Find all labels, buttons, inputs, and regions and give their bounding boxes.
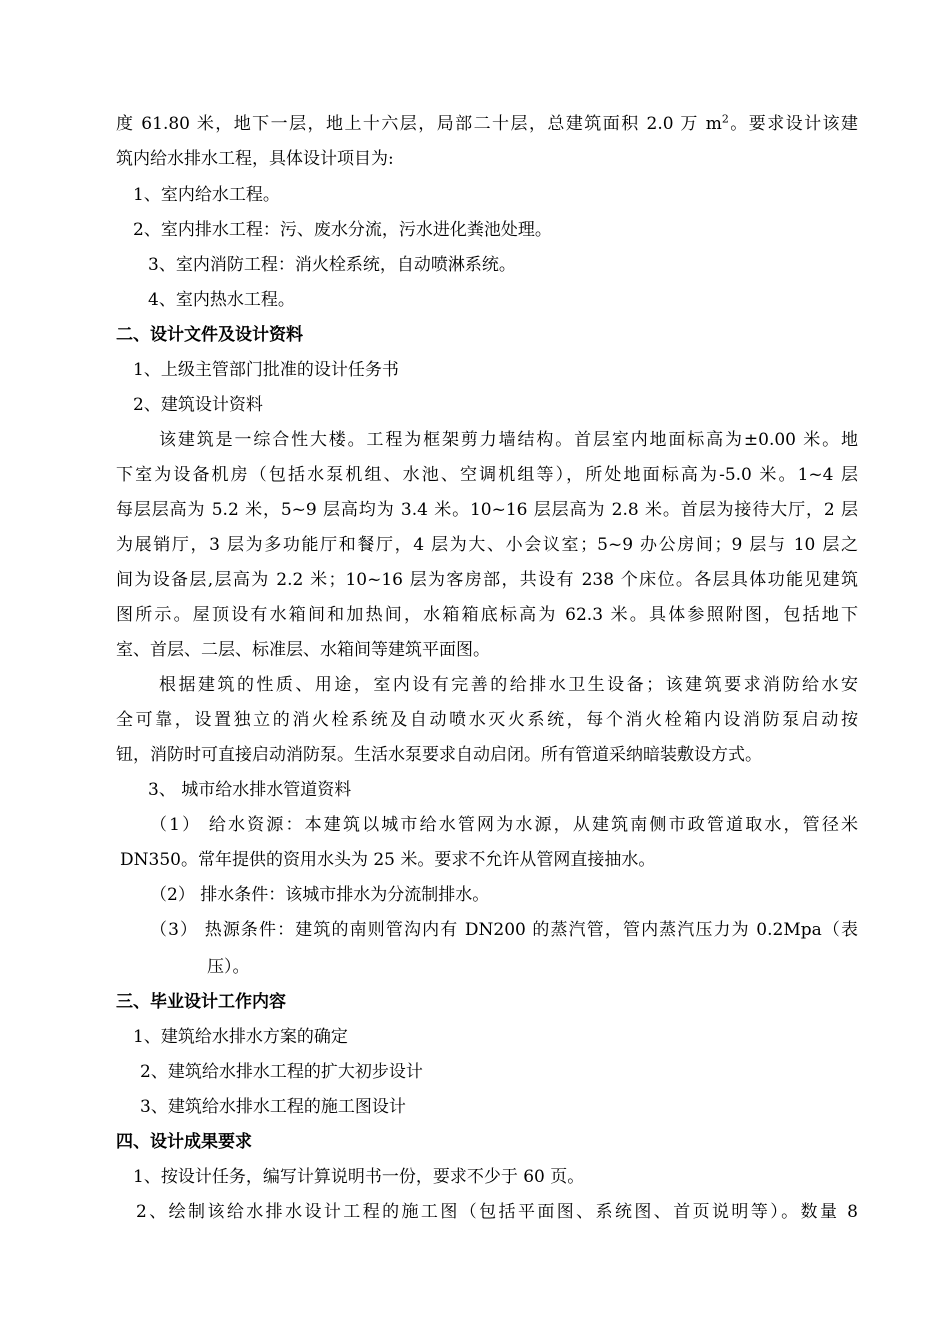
section-heading: 二、设计文件及设计资料 [116,325,303,345]
list-item: 3、建筑给水排水工程的施工图设计 [140,1097,406,1117]
list-item: 2、室内排水工程：污、废水分流，污水进化粪池处理。 [133,220,552,240]
paragraph-line: 每层层高为 5.2 米，5~9 层高均为 3.4 米。10~16 层层高为 2.8 米。首层为接待大厅，2 层 [116,500,858,520]
paragraph-line: DN350。常年提供的资用水头为 25 米。要求不允许从管网直接抽水。 [120,850,656,870]
list-item: （2） 排水条件：该城市排水为分流制排水。 [150,885,490,905]
section-heading: 三、毕业设计工作内容 [116,992,286,1012]
paragraph-line: 间为设备层,层高为 2.2 米；10~16 层为客房部，共设有 238 个床位。各层具体功能见建筑 [116,570,858,590]
list-item: 2、建筑设计资料 [133,395,263,415]
paragraph-line: 压）。 [207,957,250,977]
list-item: 4、室内热水工程。 [148,290,295,310]
paragraph-line: 为展销厅，3 层为多功能厅和餐厅，4 层为大、小会议室；5~9 办公房间；9 层与 10 层之 [116,535,858,555]
list-item: 2、绘制该给水排水设计工程的施工图（包括平面图、系统图、首页说明等）。数量 8 [136,1202,858,1222]
list-item: 1、建筑给水排水方案的确定 [133,1027,348,1047]
section-heading: 四、设计成果要求 [116,1132,252,1152]
paragraph-line: 室、首层、二层、标准层、水箱间等建筑平面图。 [116,640,490,660]
list-item: 1、上级主管部门批准的设计任务书 [133,360,399,380]
list-item: 1、按设计任务，编写计算说明书一份，要求不少于 60 页。 [133,1167,585,1187]
paragraph-line: 图所示。屋顶设有水箱间和加热间，水箱箱底标高为 62.3 米。具体参照附图，包括地下 [116,605,858,625]
list-item: 1、室内给水工程。 [133,185,280,205]
list-item: （3） 热源条件：建筑的南则管沟内有 DN200 的蒸汽管，管内蒸汽压力为 0.2Mpa（表 [150,920,858,940]
paragraph-line: 全可靠，设置独立的消火栓系统及自动喷水灭火系统，每个消火栓箱内设消防泵启动按 [116,710,858,730]
list-item: 2、建筑给水排水工程的扩大初步设计 [140,1062,423,1082]
paragraph-line: 根据建筑的性质、用途，室内设有完善的给排水卫生设备；该建筑要求消防给水安 [159,675,858,695]
paragraph-line: 该建筑是一综合性大楼。工程为框架剪力墙结构。首层室内地面标高为±0.00 米。地 [159,430,858,450]
list-item: 3、室内消防工程：消火栓系统，自动喷淋系统。 [148,255,516,275]
paragraph-line: 下室为设备机房（包括水泵机组、水池、空调机组等），所处地面标高为-5.0 米。1~4 层 [116,465,858,485]
list-item: 3、 城市给水排水管道资料 [148,780,352,800]
paragraph-line: 钮，消防时可直接启动消防泵。生活水泵要求自动启闭。所有管道采纳暗装敷设方式。 [116,745,762,765]
paragraph-line: 筑内给水排水工程，具体设计项目为: [116,149,394,169]
list-item: （1） 给水资源：本建筑以城市给水管网为水源，从建筑南侧市政管道取水，管径米 [150,815,858,835]
paragraph-line: 度 61.80 米，地下一层，地上十六层，局部二十层，总建筑面积 2.0 万 $m^2$。要求设计该建 [116,112,858,134]
